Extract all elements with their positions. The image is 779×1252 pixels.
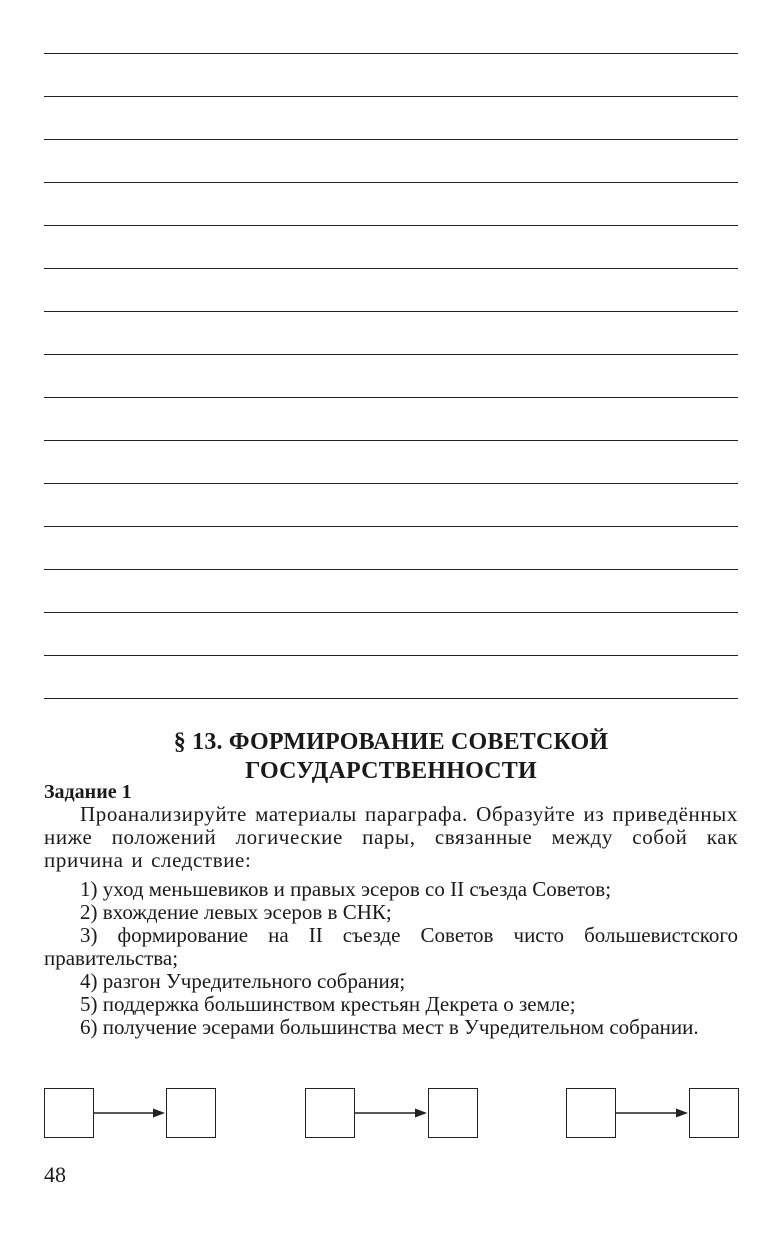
writing-line[interactable] (44, 96, 738, 97)
writing-line[interactable] (44, 139, 738, 140)
writing-line[interactable] (44, 53, 738, 54)
cause-box[interactable] (566, 1088, 616, 1138)
page-number: 48 (44, 1162, 66, 1187)
writing-line[interactable] (44, 698, 738, 699)
cause-box[interactable] (44, 1088, 94, 1138)
section-heading-line-1: § 13. ФОРМИРОВАНИЕ СОВЕТСКОЙ (173, 729, 609, 755)
writing-line[interactable] (44, 526, 738, 527)
writing-line[interactable] (44, 311, 738, 312)
arrow-icon (354, 1088, 428, 1138)
writing-line[interactable] (44, 612, 738, 613)
effect-box[interactable] (689, 1088, 739, 1138)
statement-item: 3) формирование на II съезде Советов чисто большевистского правительства; (44, 923, 738, 970)
writing-line[interactable] (44, 182, 738, 183)
section-heading (44, 728, 738, 786)
task-title: Задание 1 (44, 781, 132, 803)
section-heading-line-2: ГОСУДАРСТВЕННОСТИ (245, 758, 537, 784)
task-instruction-text: Проанализируйте материалы параграфа. Образуйте из приведённых ниже положений логические пары, связанные между собой как причина и следствие: (44, 802, 738, 872)
effect-box[interactable] (166, 1088, 216, 1138)
writing-line[interactable] (44, 569, 738, 570)
statement-list (44, 878, 738, 1039)
statement-item: 5) поддержка большинством крестьян Декрета о земле; (80, 992, 576, 1016)
arrow-icon (615, 1088, 689, 1138)
task-instruction (44, 803, 738, 872)
statement-item: 1) уход меньшевиков и правых эсеров со II съезда Советов; (80, 877, 612, 901)
statement-item: 4) разгон Учредительного собрания; (80, 969, 406, 993)
statement-item: 2) вхождение левых эсеров в СНК; (80, 900, 392, 924)
writing-line[interactable] (44, 225, 738, 226)
writing-line[interactable] (44, 483, 738, 484)
cause-box[interactable] (305, 1088, 355, 1138)
statement-item: 6) получение эсерами большинства мест в Учредительном собрании. (80, 1015, 699, 1039)
writing-line[interactable] (44, 397, 738, 398)
effect-box[interactable] (428, 1088, 478, 1138)
writing-line[interactable] (44, 268, 738, 269)
arrow-icon (93, 1088, 166, 1138)
cause-effect-diagram (0, 1088, 779, 1144)
writing-line[interactable] (44, 354, 738, 355)
writing-line[interactable] (44, 655, 738, 656)
writing-line[interactable] (44, 440, 738, 441)
